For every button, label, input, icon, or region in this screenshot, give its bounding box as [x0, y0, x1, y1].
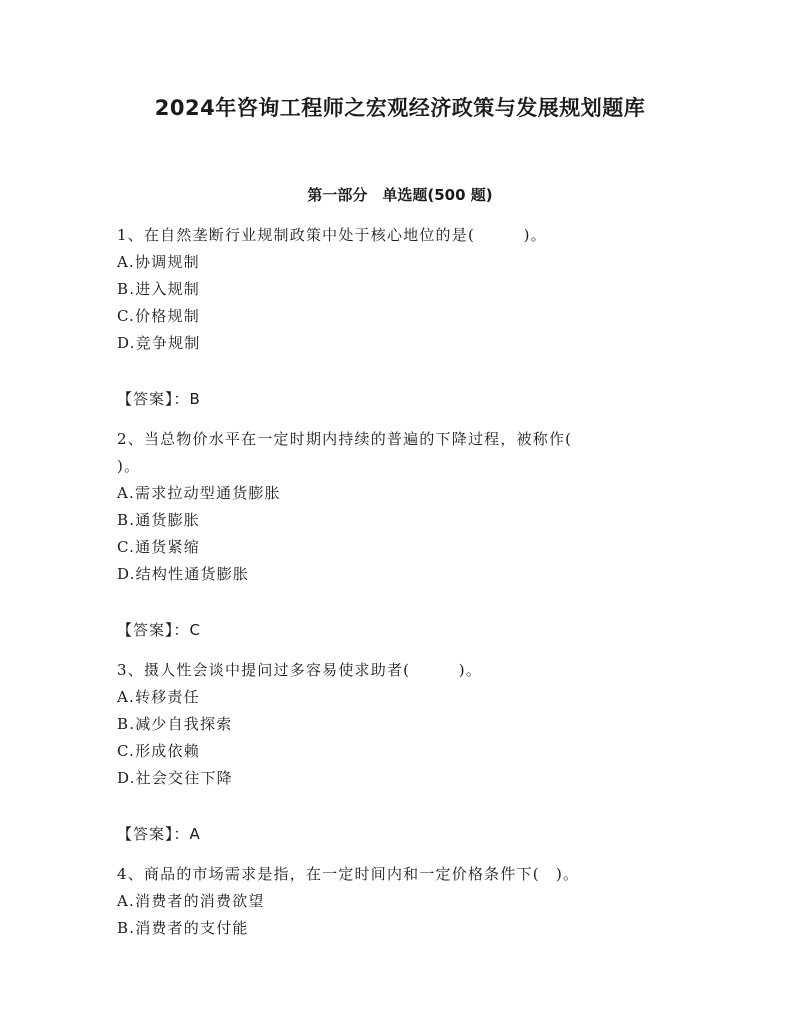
option-b: B.消费者的支付能: [117, 919, 249, 937]
answer-text: 【答案】：A: [117, 825, 201, 843]
option-c: C.价格规制: [117, 307, 200, 325]
question-stem-continued: )。: [117, 457, 141, 475]
option-c: C.通货紧缩: [117, 538, 200, 556]
question-3: [117, 657, 657, 792]
section-title: 第一部分 单选题(500 题): [307, 186, 493, 204]
answer-text: 【答案】：C: [117, 621, 201, 639]
document-title: 2024年咨询工程师之宏观经济政策与发展规划题库: [154, 96, 646, 120]
question-stem: 3、摄人性会谈中提问过多容易使求助者( )。: [117, 661, 483, 679]
option-c: C.形成依赖: [117, 742, 200, 760]
option-a: A.转移责任: [117, 688, 200, 706]
question-stem: 1、在自然垄断行业规制政策中处于核心地位的是( )。: [117, 226, 547, 244]
option-a: A.需求拉动型通货膨胀: [117, 484, 281, 502]
answer-3: [117, 821, 657, 848]
option-a: A.协调规制: [117, 253, 200, 271]
option-d: D.社会交往下降: [117, 769, 233, 787]
answer-2: [117, 617, 657, 644]
option-a: A.消费者的消费欲望: [117, 892, 265, 910]
question-1: [117, 222, 657, 357]
option-b: B.进入规制: [117, 280, 200, 298]
question-2: [117, 426, 657, 588]
option-b: B.通货膨胀: [117, 511, 200, 529]
option-d: D.竞争规制: [117, 334, 201, 352]
answer-text: 【答案】：B: [117, 390, 201, 408]
question-stem: 2、当总物价水平在一定时期内持续的普遍的下降过程，被称作(: [117, 430, 573, 448]
option-b: B.减少自我探索: [117, 715, 233, 733]
answer-1: [117, 386, 657, 413]
question-4: [117, 861, 657, 942]
option-d: D.结构性通货膨胀: [117, 565, 250, 583]
question-stem: 4、商品的市场需求是指，在一定时间内和一定价格条件下( )。: [117, 865, 580, 883]
